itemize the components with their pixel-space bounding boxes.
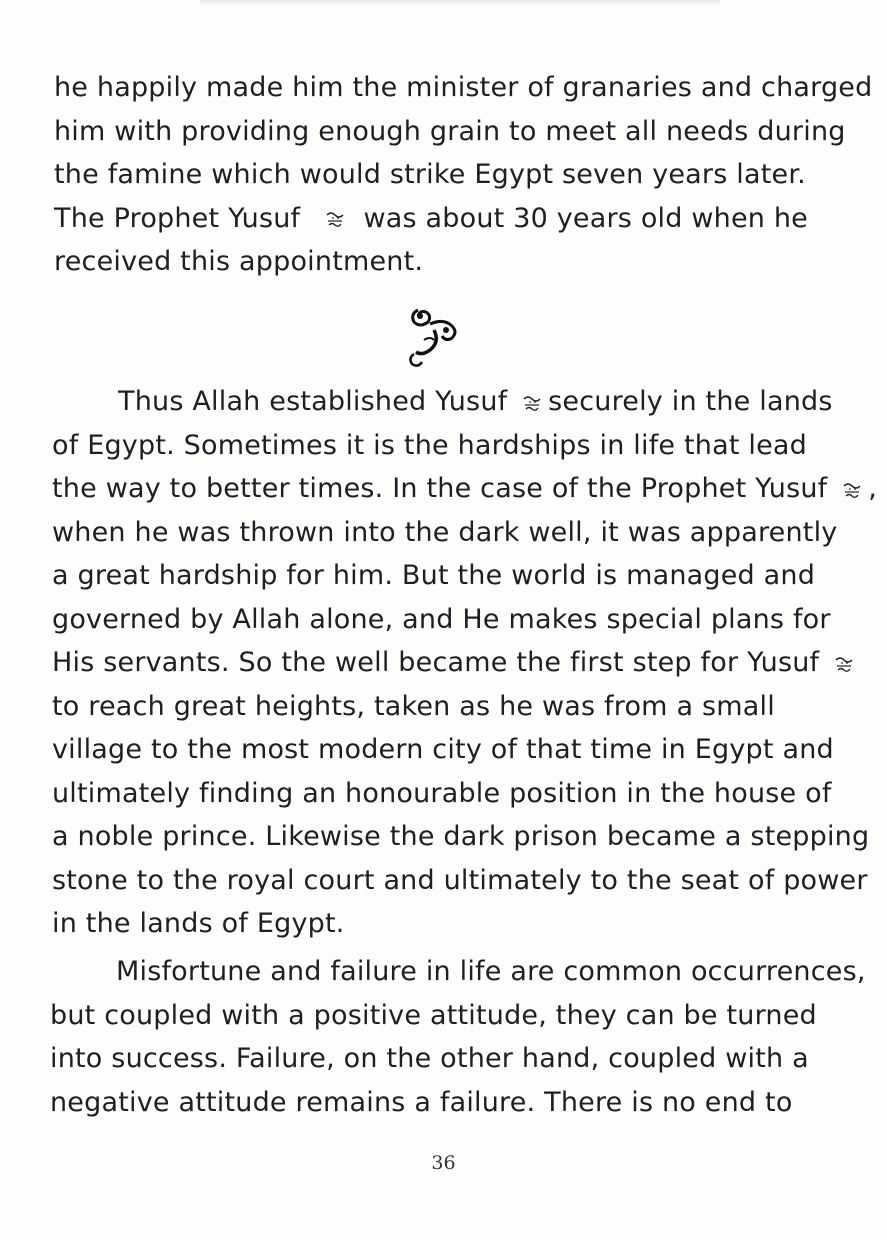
text-line: governed by Allah alone, and He makes special plans for [52, 603, 831, 635]
text-line: The Prophet Yusuf was about 30 years old when he [54, 202, 808, 234]
text-line: when he was thrown into the dark well, it was apparently [52, 516, 838, 548]
alayhis-salam-calligraphy-icon [520, 391, 544, 415]
paragraph-2 [52, 380, 877, 946]
text-line: received this appointment. [54, 246, 424, 277]
text-line: stone to the royal court and ultimately to the seat of power [52, 864, 868, 896]
text-line: of Egypt. Sometimes it is the hardships in life that lead [52, 429, 808, 461]
text-line: but coupled with a positive attitude, they can be turned [50, 999, 817, 1031]
text-line: he happily made him the minister of granaries and charged [54, 72, 873, 103]
text-line: Thus Allah established Yusuf securely in the lands [118, 386, 833, 417]
text-line: Misfortune and failure in life are common occurrences, [116, 956, 866, 987]
text-line: a noble prince. Likewise the dark prison became a stepping [52, 821, 870, 852]
page-top-shadow [200, 0, 720, 6]
text-line: the way to better times. In the case of the Prophet Yusuf , [52, 473, 877, 504]
text-line: ultimately finding an honourable position in the house of [52, 777, 832, 809]
floral-ornament-icon [400, 300, 468, 370]
text-line: into success. Failure, on the other hand, coupled with a [50, 1043, 809, 1074]
text-line: a great hardship for him. But the world is managed and [52, 560, 816, 591]
page-number: 36 [431, 1152, 456, 1174]
alayhis-salam-calligraphy-icon [840, 478, 864, 502]
text-line: village to the most modern city of that time in Egypt and [52, 734, 834, 765]
alayhis-salam-calligraphy-icon [323, 207, 347, 231]
alayhis-salam-calligraphy-icon [832, 652, 856, 676]
text-line: to reach great heights, taken as he was from a small [52, 690, 775, 722]
text-line: in the lands of Egypt. [52, 908, 345, 939]
text-line: him with providing enough grain to meet all needs during [54, 115, 846, 147]
text-line: His servants. So the well became the first step for Yusuf [52, 641, 818, 685]
paragraph-3 [50, 950, 866, 1124]
text-line: negative attitude remains a failure. There is no end to [50, 1086, 793, 1118]
paragraph-1 [54, 66, 873, 284]
text-line: the famine which would strike Egypt seven years later. [54, 159, 806, 190]
